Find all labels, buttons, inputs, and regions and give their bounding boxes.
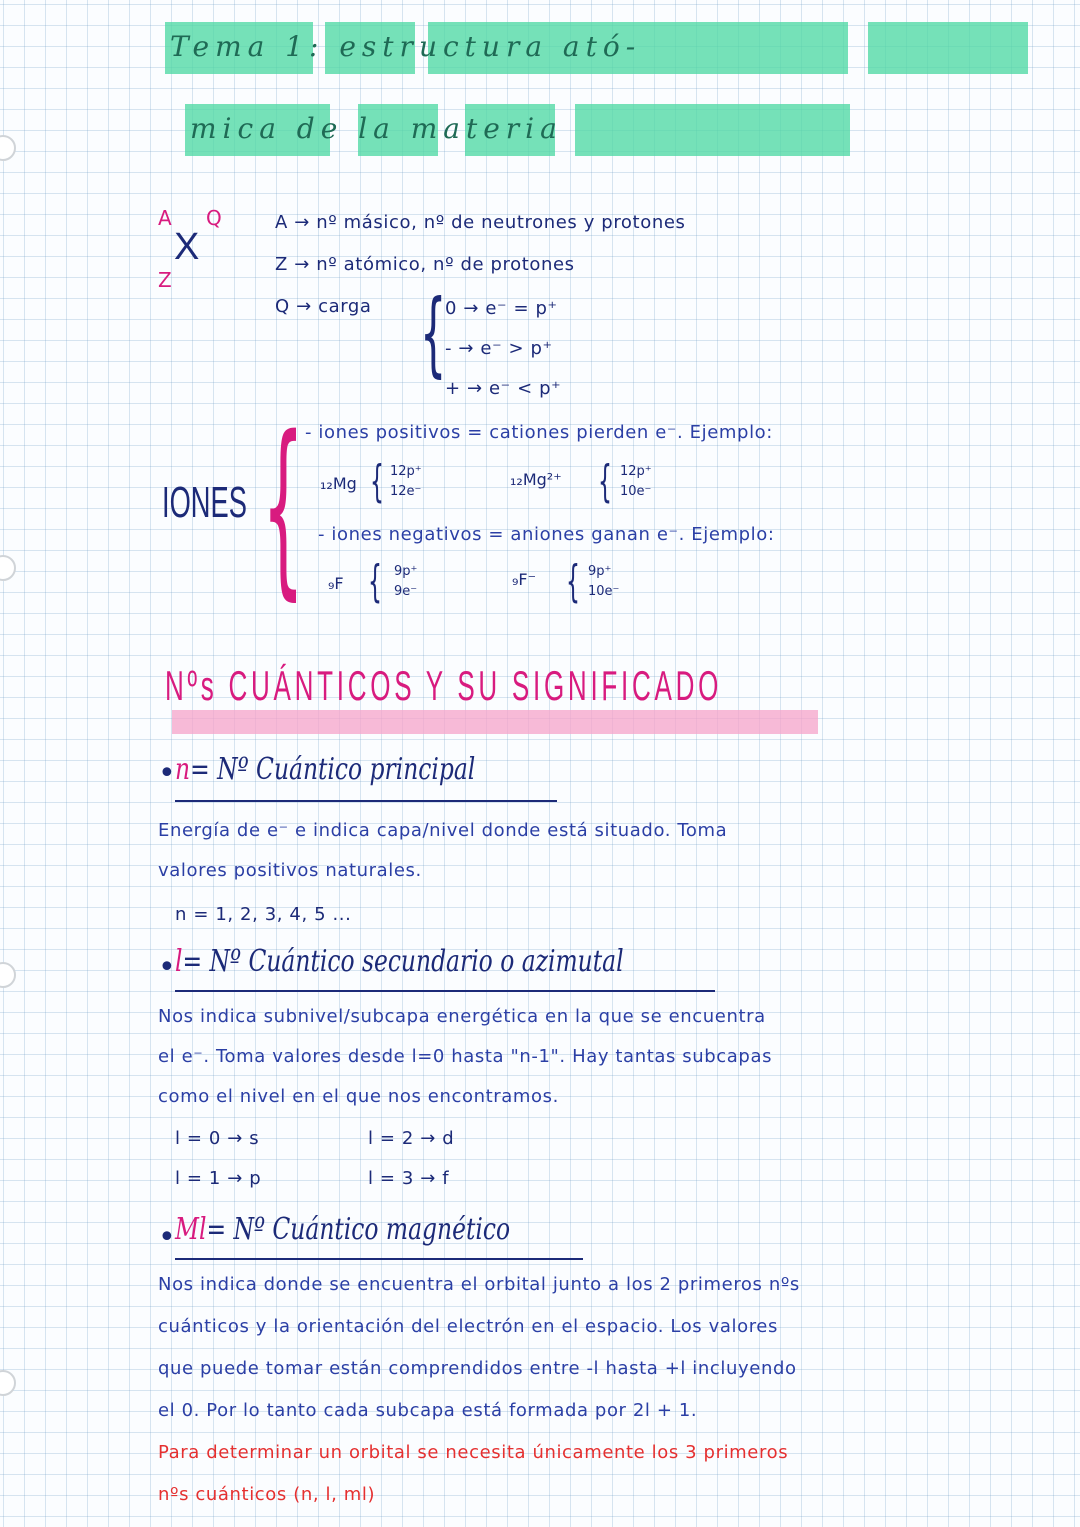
ml-text-3: que puede tomar están comprendidos entre -l hasta +l incluyendo <box>158 1358 797 1379</box>
l-symbol: l <box>175 944 183 979</box>
ml-text-2: cuánticos y la orientación del electrón en el espacio. Los valores <box>158 1316 778 1337</box>
charge-case-negative: - → e⁻ > p⁺ <box>445 338 553 359</box>
atomic-number-symbol: Z <box>158 268 172 292</box>
heading-highlight <box>172 710 818 734</box>
f-ion: ₉F⁻ <box>512 570 537 589</box>
ml-symbol: Ml <box>175 1212 207 1247</box>
l-value-1: l = 1 → p <box>175 1168 262 1189</box>
l-value-0: l = 0 → s <box>175 1128 260 1149</box>
l-text-3: como el nivel en el que nos encontramos. <box>158 1086 559 1107</box>
n-title: = Nº Cuántico principal <box>190 752 476 787</box>
charge-case-positive: + → e⁻ < p⁺ <box>445 378 562 399</box>
ml-note-2: nºs cuánticos (n, l, ml) <box>158 1484 376 1505</box>
binder-hole <box>0 555 16 581</box>
negative-ions-text: - iones negativos = aniones ganan e⁻. Ejemplo: <box>318 524 775 545</box>
n-text-1: Energía de e⁻ e indica capa/nivel donde está situado. Toma <box>158 820 728 841</box>
ions-label: IONES <box>162 478 247 527</box>
f-atom-protons: 9p⁺ <box>394 564 418 579</box>
charge-definition: Q → carga <box>275 296 372 317</box>
page-title-line1: Tema 1: estructura ató- <box>170 30 642 63</box>
f-ion-protons: 9p⁺ <box>588 564 612 579</box>
title-highlight <box>575 104 850 156</box>
bullet: • <box>158 756 176 791</box>
page-title-line2: mica de la materia <box>190 112 563 145</box>
mass-number-symbol: A <box>158 206 172 230</box>
l-value-2: l = 2 → d <box>368 1128 455 1149</box>
mg-ion-electrons: 10e⁻ <box>620 484 652 499</box>
ions-brace: { <box>262 396 305 617</box>
f-atom-brace: { <box>368 556 382 607</box>
mg-atom-brace: { <box>370 456 384 507</box>
n-text-2: valores positivos naturales. <box>158 860 422 881</box>
f-atom: ₉F <box>328 574 344 593</box>
title-highlight <box>868 22 1028 74</box>
binder-hole <box>0 962 16 988</box>
bullet: • <box>158 1220 176 1255</box>
ml-heading <box>175 1212 510 1247</box>
atomic-number-definition: Z → nº atómico, nº de protones <box>275 254 575 275</box>
mass-number-definition: A → nº másico, nº de neutrones y protones <box>275 212 686 233</box>
l-heading <box>175 944 624 979</box>
l-title: = Nº Cuántico secundario o azimutal <box>182 944 624 979</box>
mg-atom: ₁₂Mg <box>320 474 357 493</box>
mg-ion: ₁₂Mg²⁺ <box>510 470 562 489</box>
binder-hole <box>0 135 16 161</box>
l-underline <box>175 990 715 992</box>
charge-symbol: Q <box>206 206 222 230</box>
mg-atom-electrons: 12e⁻ <box>390 484 422 499</box>
n-values: n = 1, 2, 3, 4, 5 ... <box>175 904 352 925</box>
f-ion-brace: { <box>566 556 580 607</box>
positive-ions-text: - iones positivos = cationes pierden e⁻. Ejemplo: <box>305 422 773 443</box>
n-underline <box>175 800 557 802</box>
ml-text-4: el 0. Por lo tanto cada subcapa está formada por 2l + 1. <box>158 1400 698 1421</box>
charge-brace: { <box>420 280 447 387</box>
bullet: • <box>158 950 176 985</box>
l-text-1: Nos indica subnivel/subcapa energética en la que se encuentra <box>158 1006 766 1027</box>
charge-case-neutral: 0 → e⁻ = p⁺ <box>445 298 558 319</box>
n-symbol: n <box>175 752 191 787</box>
section-heading: Nºs CUÁNTICOS Y SU SIGNIFICADO <box>165 662 723 709</box>
ml-title: = Nº Cuántico magnético <box>206 1212 511 1247</box>
mg-atom-protons: 12p⁺ <box>390 464 422 479</box>
mg-ion-brace: { <box>598 456 612 507</box>
n-heading <box>175 752 475 787</box>
l-value-3: l = 3 → f <box>368 1168 450 1189</box>
mg-ion-protons: 12p⁺ <box>620 464 652 479</box>
f-atom-electrons: 9e⁻ <box>394 584 418 599</box>
f-ion-electrons: 10e⁻ <box>588 584 620 599</box>
ml-underline <box>175 1258 583 1260</box>
element-symbol: X <box>174 226 200 268</box>
l-text-2: el e⁻. Toma valores desde l=0 hasta "n-1". Hay tantas subcapas <box>158 1046 773 1067</box>
ml-note-1: Para determinar un orbital se necesita únicamente los 3 primeros <box>158 1442 789 1463</box>
binder-hole <box>0 1370 16 1396</box>
ml-text-1: Nos indica donde se encuentra el orbital junto a los 2 primeros nºs <box>158 1274 800 1295</box>
